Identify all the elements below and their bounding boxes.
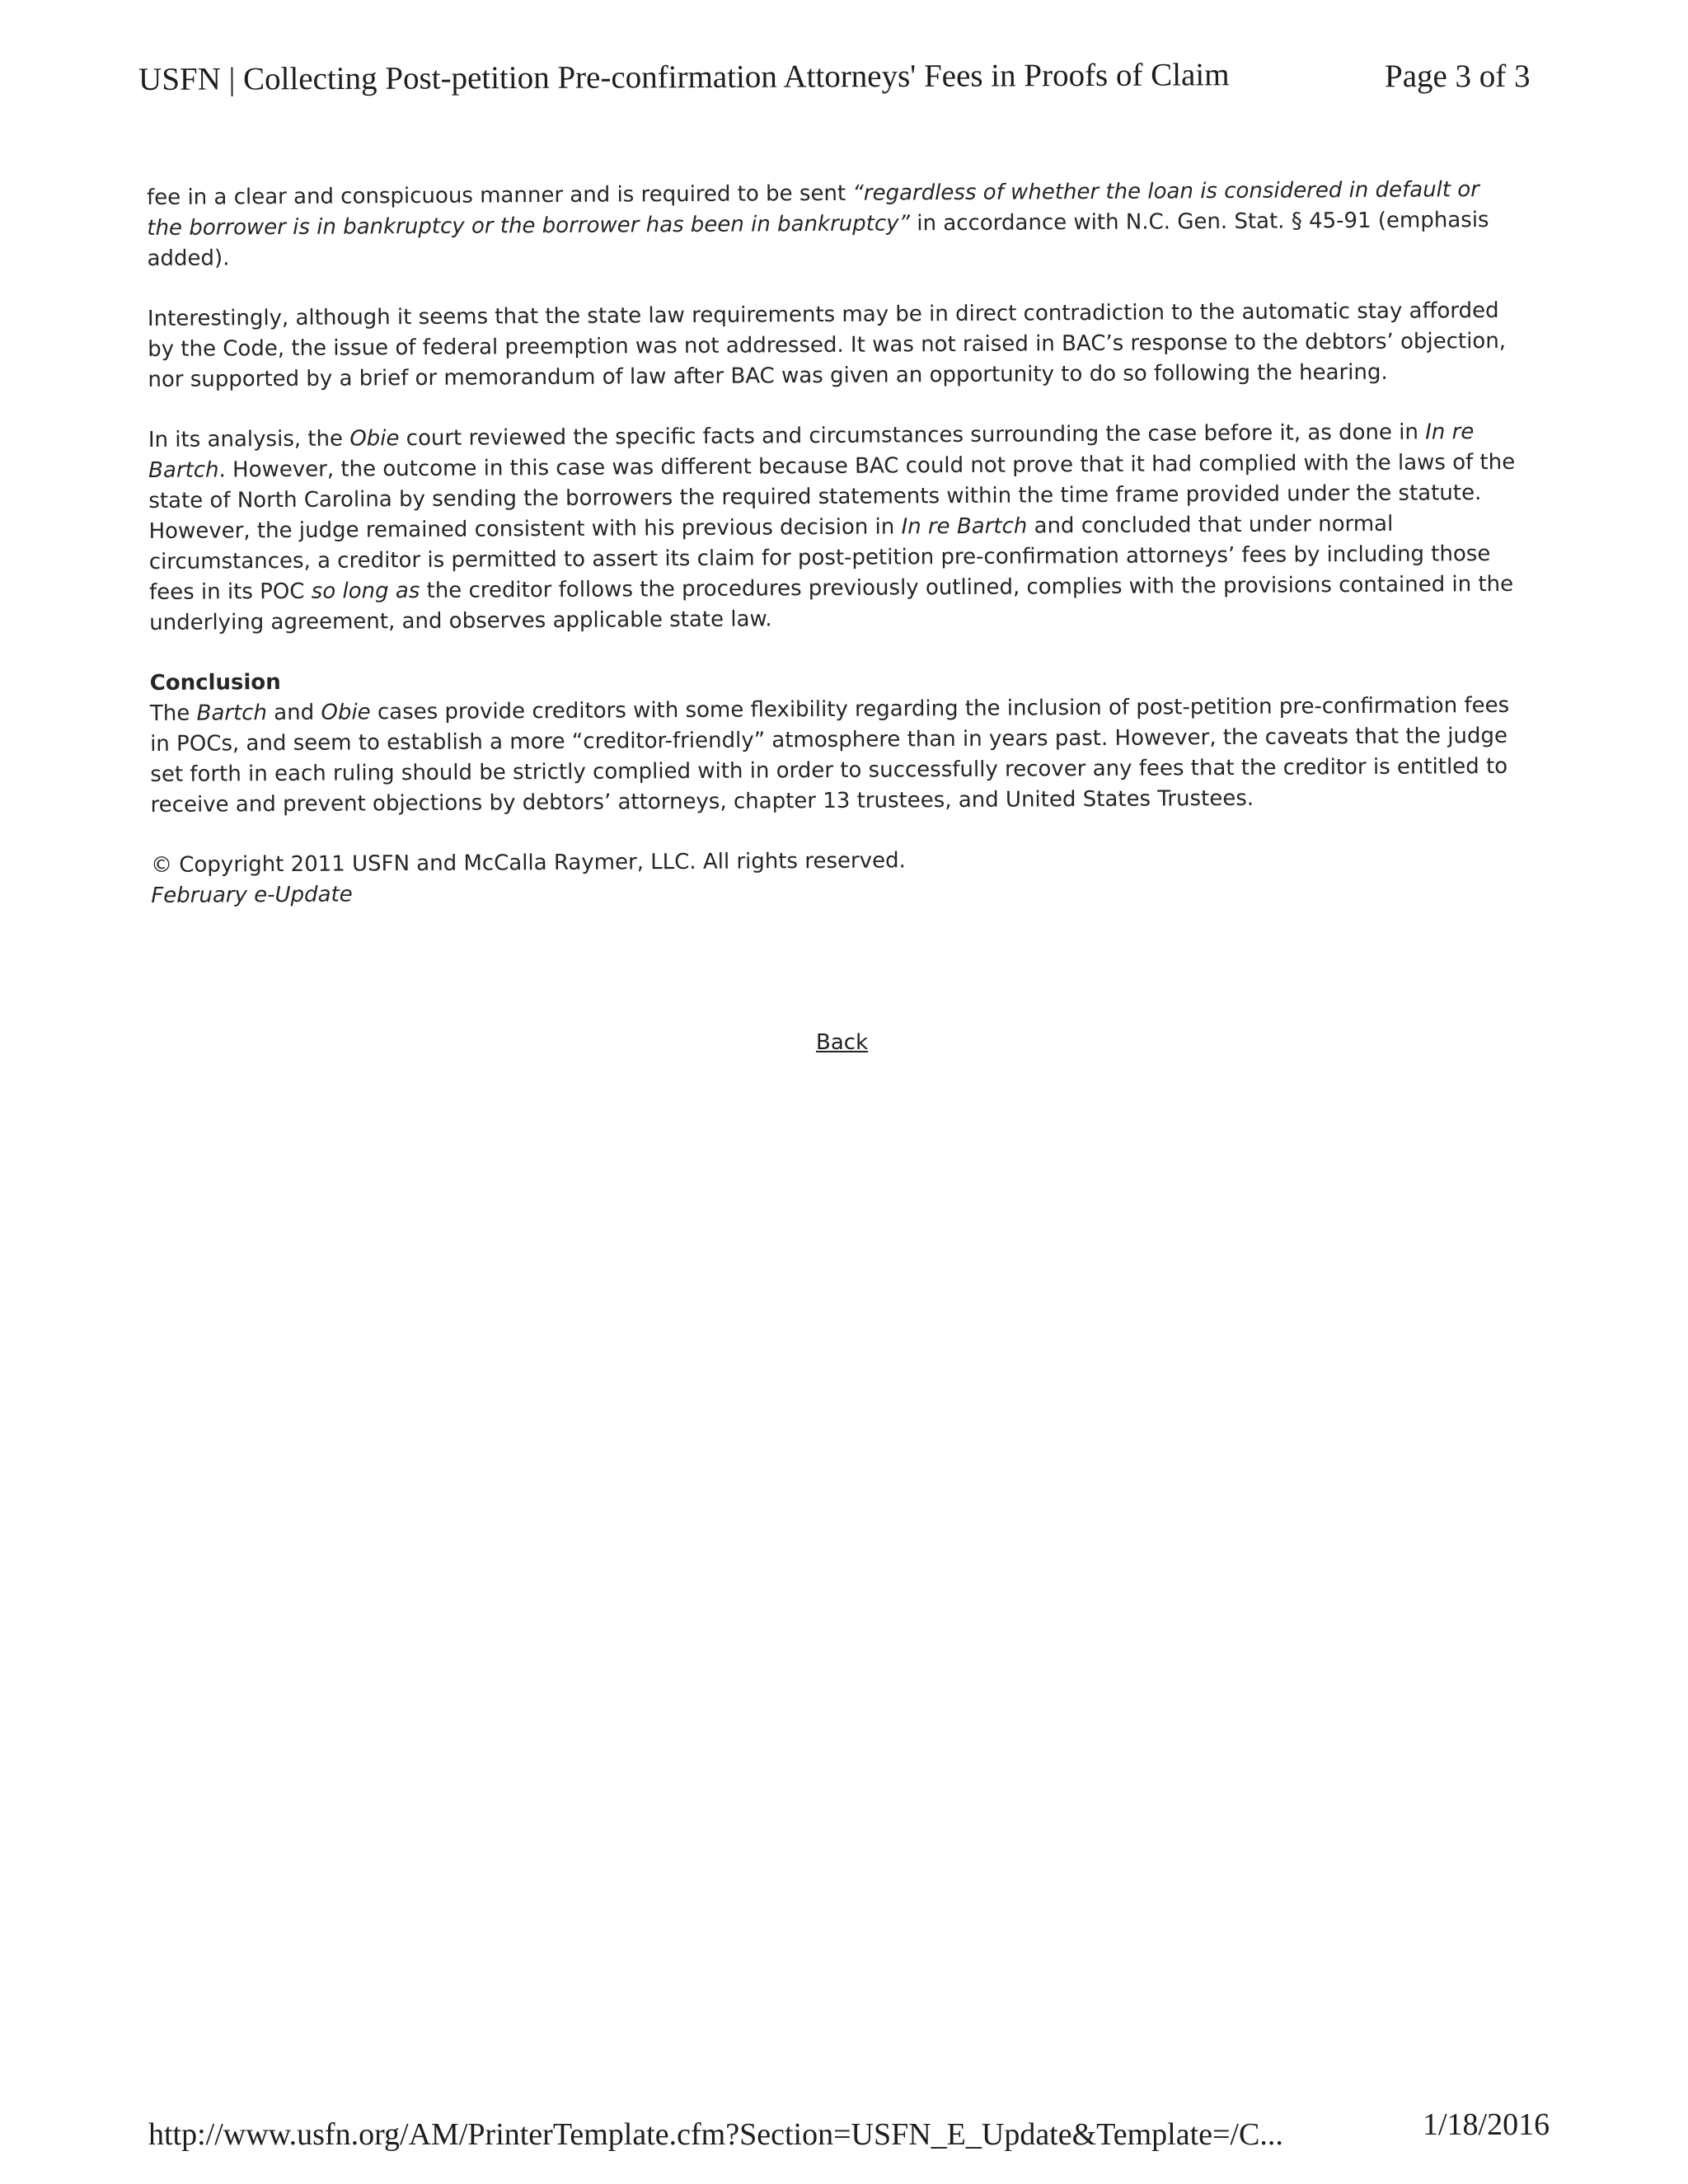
paragraph-analysis: In its analysis, the Obie court reviewed the specific facts and circumstances surrounding the case before it, as done in In re Bartch. However, the outcome in this case was different because BAC could not prove that it had complied with the laws of the state of North Carolina by sending the borrowers the required statements within the time frame provided under the statute. However, the judge remained consistent with his previous decision in In re Bartch and concluded that under normal circumstances, a creditor is permitted to assert its claim for post-petition pre-confirmation attorneys’ fees by including those fees in its POC so long as the creditor follows the procedures previously outlined, complies with the provisions contained in the underlying agreement, and observes applicable state law. xyxy=(148,419,1516,635)
page-header-title: USFN | Collecting Post-petition Pre-confirmation Attorneys' Fees in Proofs of Claim xyxy=(138,57,1230,97)
conclusion-heading: Conclusion xyxy=(149,670,281,696)
article-body xyxy=(147,175,1519,912)
back-link[interactable]: Back xyxy=(816,1030,869,1055)
paragraph-conclusion: The Bartch and Obie cases provide creditors with some flexibility regarding the inclusion of post-petition pre-confirmation fees in POCs, and seem to establish a more “creditor-friendly” atmosphere than in years past. However, the caveats that the judge set forth in each ruling should be strictly complied with in order to successfully recover any fees that the creditor is entitled to receive and prevent objections by debtors’ attorneys, chapter 13 trustees, and United States Trustees. xyxy=(149,692,1510,818)
footer-url: http://www.usfn.org/AM/PrinterTemplate.cfm?Section=USFN_E_Update&Template=/C... xyxy=(148,2117,1283,2152)
page-number: Page 3 of 3 xyxy=(1385,59,1531,94)
paragraph-fee-notice: fee in a clear and conspicuous manner and is required to be sent “regardless of whether the loan is considered in default or the borrower is in bankruptcy or the borrower has been in bankruptcy” in accordance with N.C. Gen. Stat. § 45-91 (emphasis added). xyxy=(147,177,1489,271)
footer-date: 1/18/2016 xyxy=(1423,2107,1550,2142)
paragraph-preemption: Interestingly, although it seems that the state law requirements may be in direct contradiction to the automatic stay afforded by the Code, the issue of federal preemption was not addressed. It was not raised in BAC’s response to the debtors’ objection, nor supported by a brief or memorandum of law after BAC was given an opportunity to do so following the hearing. xyxy=(147,298,1507,392)
edition-label: February e-Update xyxy=(151,882,353,908)
copyright-block xyxy=(151,842,1519,912)
copyright-notice: © Copyright 2011 USFN and McCalla Raymer, LLC. All rights reserved. xyxy=(150,848,906,878)
